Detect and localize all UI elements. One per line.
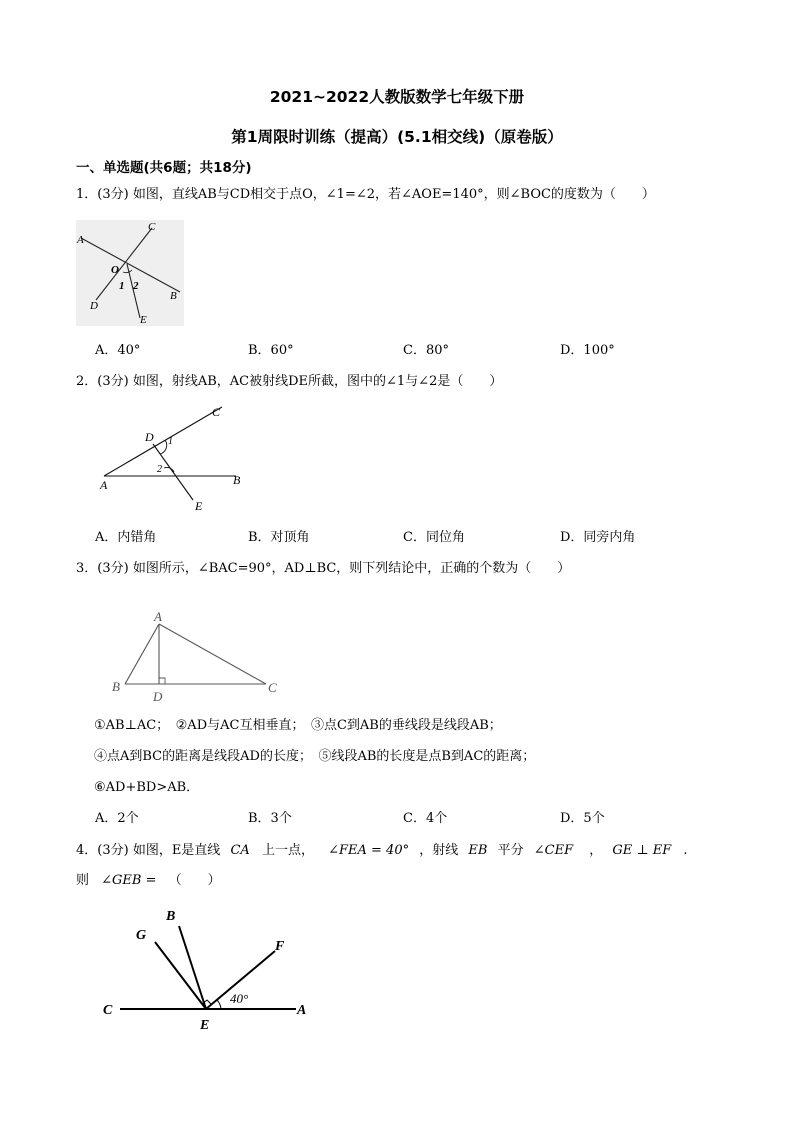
question-3-option-b: B．3个	[248, 811, 292, 826]
page-subtitle: 第1周限时训练（提高）(5.1相交线)（原卷版）	[231, 128, 563, 146]
label-C: C	[212, 405, 221, 419]
question-4-stem-line1	[76, 842, 688, 860]
question-4-figure	[100, 905, 320, 1035]
question-3-option-d: D．5个	[560, 811, 605, 826]
label-C: C	[268, 680, 277, 695]
stem-math-ge-perp-ef: GE ⊥ EF	[612, 843, 672, 858]
stem-part: ，	[589, 843, 603, 858]
question-3-option-a: A．2个	[95, 811, 139, 826]
question-2-option-c: C．同位角	[403, 530, 465, 545]
label-C: C	[103, 1003, 113, 1018]
stem-part: 4．(3分) 如图，E是直线	[76, 843, 221, 858]
label-2: 2	[157, 464, 162, 475]
stem-part: .	[683, 843, 688, 858]
question-3-stem: 3．(3分) 如图所示，∠BAC=90°，AD⊥BC，则下列结论中，正确的个数为（ ）	[76, 561, 571, 576]
label-C: C	[148, 221, 156, 233]
segment-AB	[125, 624, 159, 684]
question-1-option-c: C．80°	[403, 343, 449, 358]
question-3-option-c: C．4个	[403, 811, 448, 826]
angle-40-arc	[217, 1000, 221, 1009]
ray-EG	[155, 942, 206, 1009]
ray-AC	[104, 407, 222, 476]
right-angle-mark	[159, 678, 165, 684]
question-3-statements-line2: ④点A到BC的距离是线段AD的长度； ⑤线段AB的长度是点B到AC的距离；	[94, 749, 536, 764]
stem-part: 则	[76, 873, 90, 888]
stem-part: （ ）	[168, 873, 221, 888]
question-3-statements-line1: ①AB⊥AC； ②AD与AC互相垂直； ③点C到AB的垂线段是线段AB；	[94, 718, 502, 733]
question-3-statements-line3: ⑥AD+BD>AB．	[94, 780, 200, 795]
stem-math-ca: CA	[230, 843, 250, 858]
stem-part: ，射线	[419, 843, 459, 858]
label-B: B	[112, 679, 120, 694]
label-A: A	[297, 1003, 307, 1018]
label-D: D	[90, 300, 98, 312]
label-B: B	[233, 473, 241, 487]
label-A: A	[154, 609, 162, 624]
label-2: 2	[133, 280, 139, 292]
question-2-stem: 2．(3分) 如图，射线AB，AC被射线DE所截，图中的∠1与∠2是（ ）	[76, 374, 503, 389]
label-E: E	[200, 1018, 210, 1033]
label-O: O	[111, 264, 119, 276]
question-4-stem-line2	[76, 872, 221, 890]
segment-AC	[159, 624, 266, 684]
label-A: A	[100, 478, 108, 492]
label-E: E	[195, 499, 203, 513]
stem-math-eb: EB	[468, 843, 488, 858]
question-1-option-a: A．40°	[95, 343, 141, 358]
label-D: D	[145, 430, 154, 444]
stem-math-angle-geb: ∠GEB =	[101, 873, 157, 888]
question-2-option-a: A．内错角	[95, 530, 157, 545]
label-E: E	[140, 314, 147, 326]
label-1: 1	[119, 280, 125, 292]
stem-math-angle-cef: ∠CEF	[533, 843, 574, 858]
question-2-figure	[96, 402, 256, 517]
section-heading: 一、单选题(共6题；共18分)	[76, 160, 252, 176]
question-3-figure	[108, 605, 288, 705]
label-G: G	[136, 928, 147, 943]
label-B: B	[166, 909, 176, 924]
stem-math-angle-fea: ∠FEA = 40°	[328, 843, 410, 858]
question-2-option-d: D．同旁内角	[560, 530, 636, 545]
label-F: F	[275, 939, 285, 954]
page-title: 2021~2022人教版数学七年级下册	[269, 88, 525, 106]
label-D: D	[153, 689, 163, 704]
question-1-figure	[76, 220, 184, 326]
ray-EB	[179, 926, 206, 1009]
label-1: 1	[168, 436, 173, 447]
stem-part: 平分	[497, 843, 524, 858]
question-2-option-b: B．对顶角	[248, 530, 310, 545]
question-1-stem: 1．(3分) 如图，直线AB与CD相交于点O，∠1=∠2，若∠AOE=140°，则∠BOC的度数为（ ）	[76, 187, 655, 202]
question-1-option-d: D．100°	[560, 343, 615, 358]
label-B: B	[170, 290, 177, 302]
label-40-degrees: 40°	[230, 991, 249, 1006]
question-1-option-b: B．60°	[248, 343, 294, 358]
stem-part: 上一点，	[261, 843, 314, 858]
label-A: A	[77, 234, 84, 246]
